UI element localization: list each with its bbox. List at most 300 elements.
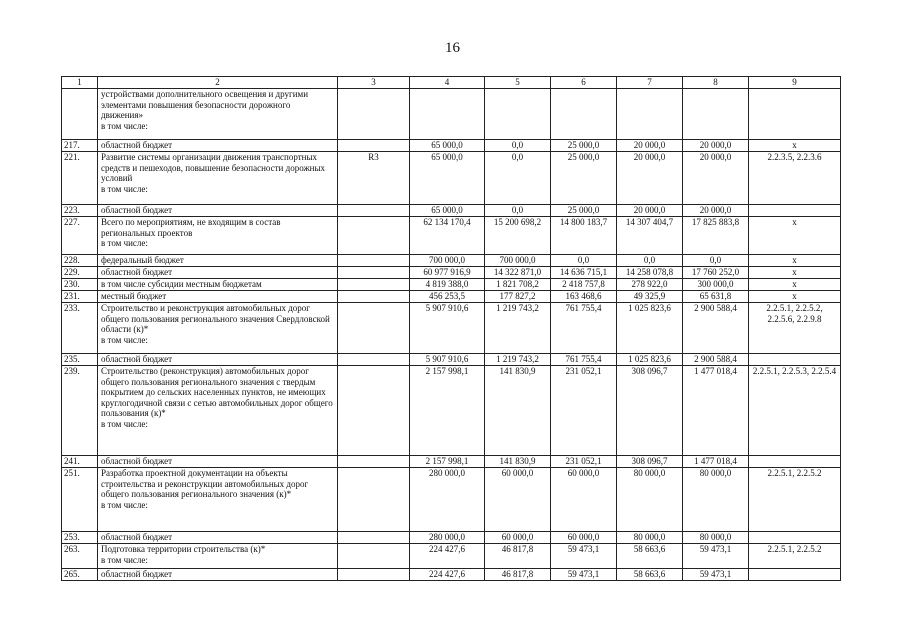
- value-total: [410, 532, 485, 544]
- value-col8-text: 2 900 588,4: [694, 354, 737, 364]
- value-col7-text: 49 325,9: [633, 291, 666, 301]
- table-row: [62, 205, 841, 217]
- value-col8-text: 0,0: [709, 255, 722, 265]
- value-col7: [617, 468, 683, 532]
- value-col6-text: 231 052,1: [565, 456, 602, 466]
- value-col7-text: 278 922,0: [631, 279, 668, 289]
- value-col7-text: 80 000,0: [633, 468, 666, 478]
- row-code: [338, 291, 410, 303]
- value-col7-text: 1 025 823,6: [628, 354, 671, 364]
- col-header: 1: [62, 77, 98, 89]
- value-col6-text: 59 473,1: [567, 569, 600, 579]
- value-col7: [617, 140, 683, 152]
- value-col5-text: 0,0: [511, 152, 524, 162]
- table-body: [62, 89, 841, 581]
- value-total: [410, 468, 485, 532]
- row-note: в том числе:: [101, 499, 148, 510]
- row-target-refs-text: 2.2.5.1, 2.2.5.2, 2.2.5.6, 2.2.9.8: [766, 303, 823, 324]
- value-col7: [617, 544, 683, 569]
- row-number: [62, 140, 98, 152]
- row-code: [338, 89, 410, 140]
- row-code: [338, 544, 410, 569]
- value-col7: [617, 354, 683, 366]
- row-name: [98, 303, 338, 354]
- value-total: [410, 89, 485, 140]
- row-target-refs: [749, 279, 841, 291]
- value-total: [410, 303, 485, 354]
- value-col6: [551, 255, 617, 267]
- value-col6: [551, 532, 617, 544]
- row-name-text: областной бюджет: [101, 532, 173, 542]
- table-row: [62, 140, 841, 152]
- value-col6-text: 2 418 757,8: [562, 279, 605, 289]
- value-col8: [683, 255, 749, 267]
- row-name: [98, 569, 338, 581]
- value-col6: [551, 468, 617, 532]
- value-col8: [683, 544, 749, 569]
- value-col6: [551, 267, 617, 279]
- row-note: в том числе:: [101, 334, 148, 345]
- row-name-text: областной бюджет: [101, 140, 173, 150]
- value-col8: [683, 532, 749, 544]
- value-col6: [551, 140, 617, 152]
- value-total: [410, 152, 485, 205]
- table-row: [62, 217, 841, 255]
- row-code: [338, 205, 410, 217]
- value-col5-text: 1 219 743,2: [496, 303, 539, 313]
- table-row: [62, 569, 841, 581]
- value-col5: [485, 532, 551, 544]
- value-col8: [683, 354, 749, 366]
- table-row: [62, 532, 841, 544]
- value-col6-text: 761 755,4: [565, 354, 602, 364]
- row-target-refs-text: 2.2.5.1, 2.2.5.2: [767, 544, 822, 554]
- row-note: в том числе:: [101, 120, 148, 131]
- value-col5: [485, 366, 551, 456]
- value-col8-text: 17 760 252,0: [691, 267, 740, 277]
- value-col7-text: 80 000,0: [633, 532, 666, 542]
- value-total: [410, 279, 485, 291]
- table-row: [62, 152, 841, 205]
- row-code: [338, 456, 410, 468]
- row-number: [62, 366, 98, 456]
- value-total-text: 5 907 910,6: [425, 303, 469, 313]
- value-total: [410, 140, 485, 152]
- value-col5: [485, 468, 551, 532]
- row-name: [98, 217, 338, 255]
- row-code-text: R3: [368, 152, 379, 162]
- value-total: [410, 456, 485, 468]
- row-code: [338, 217, 410, 255]
- value-total-text: 62 134 170,4: [423, 217, 471, 227]
- value-col6-text: 25 000,0: [567, 152, 600, 162]
- value-col6: [551, 569, 617, 581]
- row-number: [62, 544, 98, 569]
- row-target-refs: [749, 532, 841, 544]
- row-target-refs-text: x: [792, 140, 797, 150]
- value-col7-text: 58 663,6: [633, 569, 666, 579]
- value-total-text: 224 427,6: [429, 569, 465, 579]
- value-col8: [683, 279, 749, 291]
- row-name-text: областной бюджет: [101, 569, 173, 579]
- row-target-refs-text: 2.2.5.1, 2.2.5.2: [767, 468, 822, 478]
- value-col6-text: 14 636 715,1: [559, 267, 608, 277]
- row-target-refs: [749, 205, 841, 217]
- row-number-text: 251.: [64, 468, 80, 478]
- row-name-text: областной бюджет: [101, 354, 173, 364]
- value-col8-text: 20 000,0: [699, 152, 732, 162]
- table-row: [62, 366, 841, 456]
- row-number: [62, 279, 98, 291]
- row-name: [98, 279, 338, 291]
- value-col5-text: 1 219 743,2: [496, 354, 539, 364]
- row-name: [98, 205, 338, 217]
- row-number: [62, 569, 98, 581]
- row-code: [338, 354, 410, 366]
- value-col6: [551, 152, 617, 205]
- row-target-refs: [749, 140, 841, 152]
- value-total-text: 4 819 388,0: [425, 279, 469, 289]
- row-number-text: 235.: [64, 354, 80, 364]
- row-target-refs: [749, 267, 841, 279]
- row-name: [98, 89, 338, 140]
- value-col7: [617, 569, 683, 581]
- page-number: 16: [445, 40, 460, 56]
- value-total-text: 60 977 916,9: [423, 267, 471, 277]
- value-col6: [551, 89, 617, 140]
- value-col8: [683, 291, 749, 303]
- row-number: [62, 152, 98, 205]
- value-total-text: 700 000,0: [429, 255, 465, 265]
- value-col6-text: 60 000,0: [567, 468, 600, 478]
- value-col6-text: 25 000,0: [567, 205, 600, 215]
- row-target-refs: [749, 456, 841, 468]
- row-note: в том числе:: [101, 238, 148, 248]
- col-header: 6: [551, 77, 617, 89]
- col-header: 2: [98, 77, 338, 89]
- row-target-refs-text: x: [792, 217, 797, 227]
- value-col8: [683, 140, 749, 152]
- value-col8: [683, 456, 749, 468]
- row-note: в том числе:: [101, 554, 148, 565]
- value-col5-text: 700 000,0: [499, 255, 536, 265]
- row-number-text: 231.: [64, 291, 80, 301]
- row-name-text: Разработка проектной документации на объекты строительства и реконструкции автомобильных дорог общего пользования регионального значения (к)*: [101, 468, 309, 499]
- value-total-text: 2 157 998,1: [425, 456, 469, 466]
- row-name-text: Подготовка территории строительства (к)*: [101, 544, 266, 554]
- value-col8-text: 2 900 588,4: [694, 303, 737, 313]
- row-name: [98, 468, 338, 532]
- table-row: [62, 544, 841, 569]
- row-number-text: 228.: [64, 255, 80, 265]
- header-row: [62, 77, 841, 89]
- row-number: [62, 267, 98, 279]
- row-target-refs: [749, 569, 841, 581]
- row-code: [338, 152, 410, 205]
- value-col6-text: 14 800 183,7: [559, 217, 608, 227]
- value-col8: [683, 217, 749, 255]
- value-col8-text: 20 000,0: [699, 140, 732, 150]
- col-header: 9: [749, 77, 841, 89]
- value-col8: [683, 89, 749, 140]
- value-col7-text: 0,0: [643, 255, 656, 265]
- row-number: [62, 205, 98, 217]
- row-number: [62, 303, 98, 354]
- value-col5-text: 0,0: [511, 205, 524, 215]
- value-col5: [485, 152, 551, 205]
- table-row: [62, 279, 841, 291]
- row-code: [338, 303, 410, 354]
- row-number: [62, 354, 98, 366]
- row-name: [98, 354, 338, 366]
- value-col6-text: 163 468,6: [565, 291, 602, 301]
- value-col5-text: 15 200 698,2: [493, 217, 542, 227]
- value-col5-text: 1 821 708,2: [496, 279, 539, 289]
- row-note: в том числе:: [101, 418, 148, 429]
- value-col7: [617, 267, 683, 279]
- col-header: 3: [338, 77, 410, 89]
- row-target-refs-text: x: [792, 291, 797, 301]
- value-col6-text: 59 473,1: [567, 544, 600, 554]
- value-col6: [551, 205, 617, 217]
- value-col7-text: 14 307 404,7: [625, 217, 674, 227]
- col-header: 7: [617, 77, 683, 89]
- row-number: [62, 456, 98, 468]
- value-total: [410, 205, 485, 217]
- row-target-refs: [749, 468, 841, 532]
- value-total: [410, 366, 485, 456]
- value-col8-text: 1 477 018,4: [694, 366, 737, 376]
- value-col7: [617, 532, 683, 544]
- value-col5: [485, 89, 551, 140]
- value-col6: [551, 456, 617, 468]
- row-name-text: Строительство и реконструкция автомобильных дорог общего пользования регионального значения Свердловской области (к)*: [101, 303, 330, 334]
- value-col5-text: 46 817,8: [501, 569, 534, 579]
- col-header: 5: [485, 77, 551, 89]
- value-col6-text: 761 755,4: [565, 303, 602, 313]
- row-name: [98, 152, 338, 205]
- value-total: [410, 569, 485, 581]
- value-col6: [551, 291, 617, 303]
- row-number-text: 241.: [64, 456, 80, 466]
- value-col6-text: 231 052,1: [565, 366, 602, 376]
- row-name: [98, 456, 338, 468]
- value-col6: [551, 544, 617, 569]
- value-col8: [683, 152, 749, 205]
- value-col7: [617, 279, 683, 291]
- value-col8: [683, 303, 749, 354]
- value-col5-text: 141 830,9: [499, 456, 536, 466]
- value-col7: [617, 205, 683, 217]
- value-col7: [617, 152, 683, 205]
- value-col7: [617, 303, 683, 354]
- value-col5: [485, 354, 551, 366]
- col-header: 8: [683, 77, 749, 89]
- row-name: [98, 140, 338, 152]
- row-name: [98, 544, 338, 569]
- table-row: [62, 303, 841, 354]
- value-col7: [617, 255, 683, 267]
- row-target-refs: [749, 303, 841, 354]
- row-name-text: областной бюджет: [101, 205, 173, 215]
- row-target-refs-text: 2.2.3.5, 2.2.3.6: [767, 152, 822, 162]
- row-number-text: 229.: [64, 267, 80, 277]
- value-col8-text: 59 473,1: [699, 544, 732, 554]
- table-row: [62, 255, 841, 267]
- row-code: [338, 267, 410, 279]
- row-name-text: Развитие системы организации движения транспортных средств и пешеходов, повышение безопасности дорожных условий: [101, 152, 326, 183]
- value-col8-text: 17 825 883,8: [691, 217, 740, 227]
- row-name: [98, 291, 338, 303]
- table-row: [62, 468, 841, 532]
- row-target-refs-text: 2.2.5.1, 2.2.5.3, 2.2.5.4: [752, 366, 837, 376]
- row-target-refs: [749, 217, 841, 255]
- value-total-text: 2 157 998,1: [425, 366, 469, 376]
- value-col5: [485, 569, 551, 581]
- value-total: [410, 291, 485, 303]
- value-col8-text: 1 477 018,4: [694, 456, 737, 466]
- row-name: [98, 366, 338, 456]
- table-row: [62, 354, 841, 366]
- value-col7-text: 58 663,6: [633, 544, 666, 554]
- row-target-refs-text: x: [792, 267, 797, 277]
- value-total-text: 456 253,5: [429, 291, 465, 301]
- row-number-text: 217.: [64, 140, 80, 150]
- row-number: [62, 291, 98, 303]
- row-name-text: областной бюджет: [101, 267, 173, 277]
- row-number-text: 253.: [64, 532, 80, 542]
- table-row: [62, 89, 841, 140]
- value-col5: [485, 456, 551, 468]
- value-col5: [485, 255, 551, 267]
- row-code: [338, 140, 410, 152]
- value-col7: [617, 366, 683, 456]
- value-col7-text: 308 096,7: [631, 366, 668, 376]
- row-target-refs: [749, 366, 841, 456]
- row-target-refs-text: x: [792, 255, 797, 265]
- row-number: [62, 217, 98, 255]
- budget-table: [61, 76, 841, 581]
- row-number-text: 227.: [64, 217, 80, 227]
- row-number-text: 223.: [64, 205, 80, 215]
- value-col8: [683, 468, 749, 532]
- row-target-refs: [749, 354, 841, 366]
- row-target-refs: [749, 544, 841, 569]
- row-note: в том числе:: [101, 183, 148, 194]
- value-col8: [683, 569, 749, 581]
- value-col7: [617, 217, 683, 255]
- value-col5-text: 0,0: [511, 140, 524, 150]
- value-col8-text: 65 631,8: [699, 291, 732, 301]
- value-col5-text: 177 827,2: [499, 291, 536, 301]
- value-col7: [617, 291, 683, 303]
- value-total-text: 65 000,0: [431, 152, 463, 162]
- value-col7-text: 308 096,7: [631, 456, 668, 466]
- row-code: [338, 569, 410, 581]
- row-number: [62, 89, 98, 140]
- value-col6: [551, 217, 617, 255]
- row-name-text: местный бюджет: [101, 291, 167, 301]
- row-number-text: 263.: [64, 544, 80, 554]
- value-col7-text: 1 025 823,6: [628, 303, 671, 313]
- row-number: [62, 532, 98, 544]
- row-target-refs: [749, 89, 841, 140]
- table-row: [62, 267, 841, 279]
- value-col5: [485, 291, 551, 303]
- value-total-text: 5 907 910,6: [425, 354, 469, 364]
- row-name: [98, 255, 338, 267]
- value-col8-text: 59 473,1: [699, 569, 732, 579]
- table-row: [62, 456, 841, 468]
- row-target-refs: [749, 152, 841, 205]
- value-col5: [485, 140, 551, 152]
- row-number: [62, 468, 98, 532]
- value-col5: [485, 205, 551, 217]
- row-name: [98, 267, 338, 279]
- value-col7: [617, 456, 683, 468]
- value-col6-text: 25 000,0: [567, 140, 600, 150]
- value-col6-text: 60 000,0: [567, 532, 600, 542]
- value-col8: [683, 366, 749, 456]
- row-target-refs-text: x: [792, 279, 797, 289]
- row-name-text: федеральный бюджет: [101, 255, 184, 265]
- row-name-text: устройствами дополнительного освещения и другими элементами повышения безопасности дорожного движения»: [101, 89, 309, 120]
- row-code: [338, 366, 410, 456]
- row-number-text: 221.: [64, 152, 80, 162]
- value-col6: [551, 279, 617, 291]
- value-col8-text: 80 000,0: [699, 468, 732, 478]
- row-code: [338, 532, 410, 544]
- value-total-text: 65 000,0: [431, 205, 463, 215]
- value-col6: [551, 354, 617, 366]
- value-col5-text: 46 817,8: [501, 544, 534, 554]
- row-target-refs: [749, 255, 841, 267]
- col-header: 4: [410, 77, 485, 89]
- row-name-text: областной бюджет: [101, 456, 173, 466]
- row-number: [62, 255, 98, 267]
- value-col8: [683, 267, 749, 279]
- value-col5: [485, 279, 551, 291]
- row-name-text: в том числе субсидии местным бюджетам: [101, 279, 262, 289]
- row-name: [98, 532, 338, 544]
- row-number-text: 230.: [64, 279, 80, 289]
- value-total: [410, 255, 485, 267]
- value-col8-text: 300 000,0: [697, 279, 734, 289]
- value-col5-text: 14 322 871,0: [493, 267, 542, 277]
- value-col5-text: 60 000,0: [501, 532, 534, 542]
- value-total-text: 65 000,0: [431, 140, 463, 150]
- value-col6: [551, 303, 617, 354]
- row-name-text: Строительство (реконструкция) автомобильных дорог общего пользования регионального значения с твердым покрытием до сельских населенных пунктов, не имеющих круглогодичной связи с сетью автомобильных дорог общего пользования (к)*: [101, 366, 333, 418]
- value-col8-text: 20 000,0: [699, 205, 732, 215]
- row-target-refs: [749, 291, 841, 303]
- value-total: [410, 267, 485, 279]
- value-col6: [551, 366, 617, 456]
- value-total-text: 224 427,6: [429, 544, 465, 554]
- value-total: [410, 544, 485, 569]
- value-col7-text: 14 258 078,8: [625, 267, 674, 277]
- value-col5: [485, 544, 551, 569]
- row-number-text: 265.: [64, 569, 80, 579]
- row-number-text: 233.: [64, 303, 80, 313]
- value-total: [410, 354, 485, 366]
- row-number-text: 239.: [64, 366, 80, 376]
- value-col5: [485, 217, 551, 255]
- row-code: [338, 255, 410, 267]
- value-col8: [683, 205, 749, 217]
- value-total-text: 280 000,0: [429, 532, 465, 542]
- row-code: [338, 279, 410, 291]
